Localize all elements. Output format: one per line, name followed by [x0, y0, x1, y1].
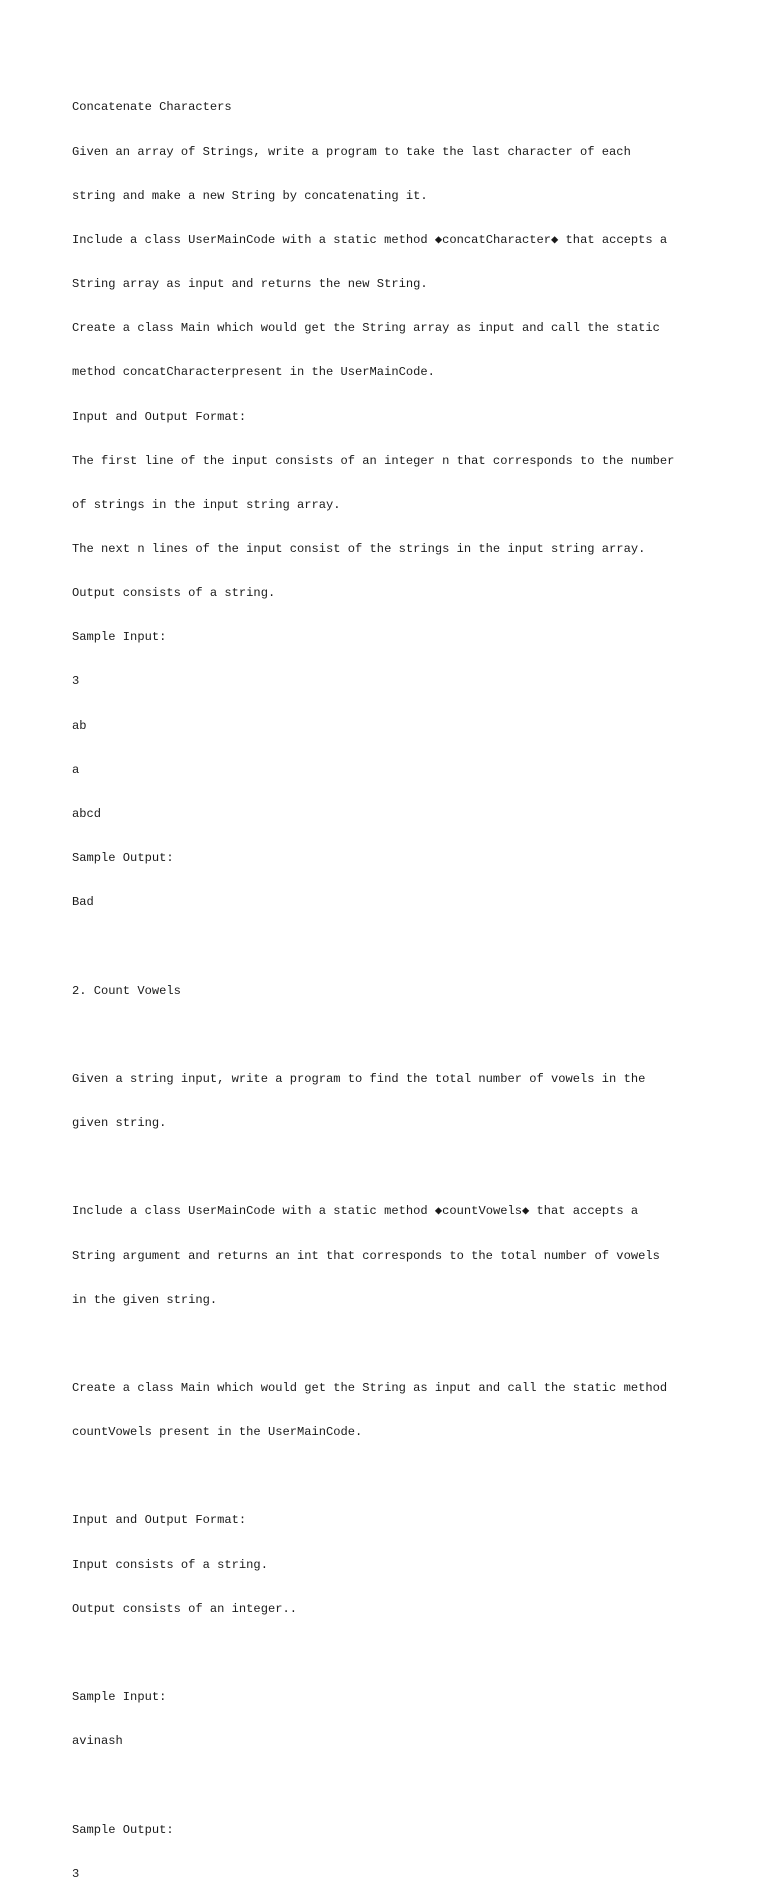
problem-2-class-spec-line: String argument and returns an int that corresponds to the total number of vowels: [72, 1248, 660, 1263]
problem-2-class-spec-line: in the given string.: [72, 1292, 218, 1307]
problem-1-description-line: string and make a new String by concatenating it.: [72, 188, 428, 203]
blank-line: [72, 1778, 732, 1793]
blank-line: [72, 1028, 732, 1043]
problem-1-sample-input-value: a: [72, 762, 80, 777]
problem-2-io-format-line: Input consists of a string.: [72, 1557, 268, 1572]
problem-1-io-format-line: The next n lines of the input consist of the strings in the input string array.: [72, 542, 646, 556]
problem-2-main-spec-line: Create a class Main which would get the String as input and call the static method: [72, 1380, 668, 1395]
problem-1-io-format-line: The first line of the input consists of an integer n that corresponds to the number: [72, 453, 675, 468]
problem-1-io-format-line: of strings in the input string array.: [72, 497, 341, 512]
problem-1-title: Concatenate Characters: [72, 100, 232, 115]
blank-line: [72, 1469, 732, 1484]
problem-1-class-spec-line: Include a class UserMainCode with a static method ◆concatCharacter◆ that accepts a: [72, 232, 668, 247]
document-body: [72, 71, 732, 1896]
problem-1-sample-output-value: Bad: [72, 895, 94, 910]
problem-1-sample-output-heading: Sample Output:: [72, 851, 174, 866]
blank-line: [72, 939, 732, 954]
problem-2-description-line: given string.: [72, 1116, 167, 1131]
problem-1-sample-input-heading: Sample Input:: [72, 630, 167, 645]
blank-line: [72, 1646, 732, 1661]
problem-2-io-format-line: Output consists of an integer..: [72, 1601, 297, 1616]
problem-1-main-spec-line: method concatCharacterpresent in the UserMainCode.: [72, 365, 435, 380]
problem-1-sample-input-value: 3: [72, 674, 80, 689]
problem-2-io-format-heading: Input and Output Format:: [72, 1513, 247, 1528]
problem-1-main-spec-line: Create a class Main which would get the String array as input and call the static: [72, 321, 660, 336]
blank-line: [72, 1337, 732, 1352]
problem-2-sample-output-heading: Sample Output:: [72, 1822, 174, 1837]
problem-1-io-format-heading: Input and Output Format:: [72, 409, 247, 424]
problem-2-class-spec-line: Include a class UserMainCode with a static method ◆countVowels◆ that accepts a: [72, 1204, 639, 1219]
problem-1-sample-input-value: ab: [72, 718, 87, 733]
problem-2-description-line: Given a string input, write a program to find the total number of vowels in the: [72, 1071, 646, 1086]
problem-1-sample-input-value: abcd: [72, 806, 102, 821]
problem-1-io-format-line: Output consists of a string.: [72, 586, 276, 601]
blank-line: [72, 1160, 732, 1175]
problem-1-description-line: Given an array of Strings, write a program to take the last character of each: [72, 144, 631, 159]
problem-1-class-spec-line: String array as input and returns the new String.: [72, 277, 428, 292]
problem-2-sample-output-value: 3: [72, 1866, 80, 1881]
problem-2-sample-input-heading: Sample Input:: [72, 1690, 167, 1705]
problem-2-title: 2. Count Vowels: [72, 983, 181, 998]
problem-2-main-spec-line: countVowels present in the UserMainCode.: [72, 1425, 363, 1440]
problem-2-sample-input-value: avinash: [72, 1734, 123, 1749]
